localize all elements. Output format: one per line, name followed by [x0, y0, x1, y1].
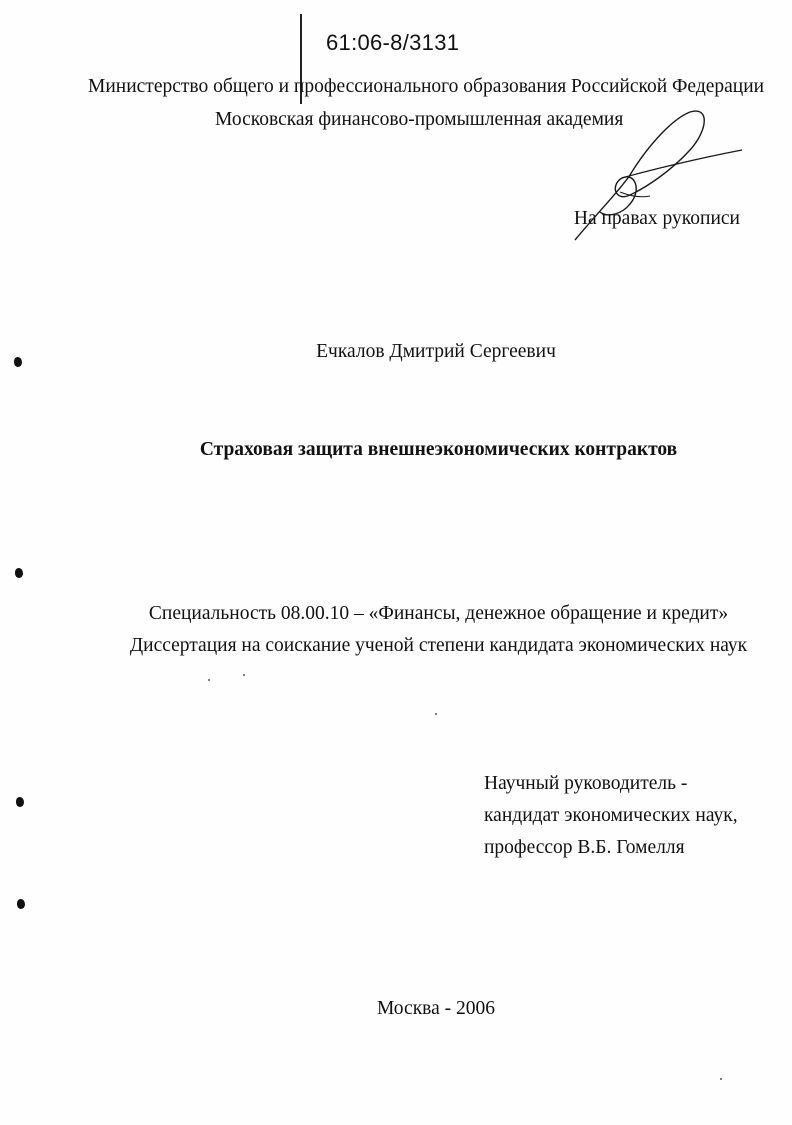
binding-hole-mark: [17, 899, 25, 909]
supervisor-block: [484, 768, 738, 864]
dissertation-title: Страховая защита внешнеэкономических контрактов: [199, 439, 678, 460]
scan-speck: [720, 1078, 722, 1080]
scan-speck: [243, 674, 245, 676]
manuscript-note: На правах рукописи: [573, 208, 740, 229]
supervisor-name: профессор В.Б. Гомелля: [484, 837, 685, 858]
binding-hole-mark: [16, 797, 24, 807]
ministry-name: Министерство общего и профессионального образования Российской Федерации: [88, 76, 765, 97]
specialty-line: Специальность 08.00.10 – «Финансы, денежное обращение и кредит»: [148, 603, 729, 624]
degree-line: Диссертация на соискание ученой степени кандидата экономических наук: [129, 635, 748, 656]
city-year: Москва - 2006: [376, 998, 496, 1019]
author-name: Ечкалов Дмитрий Сергеевич: [316, 341, 556, 362]
scan-speck: [208, 679, 210, 681]
supervisor-degree: кандидат экономических наук,: [484, 805, 738, 826]
binding-hole-mark: [15, 568, 23, 578]
academy-name: Московская финансово-промышленная академия: [215, 109, 624, 130]
scan-speck: [435, 713, 437, 715]
catalog-number: 61:06-8/3131: [326, 30, 460, 55]
binding-hole-mark: [14, 357, 22, 367]
supervisor-role: Научный руководитель -: [484, 773, 688, 794]
